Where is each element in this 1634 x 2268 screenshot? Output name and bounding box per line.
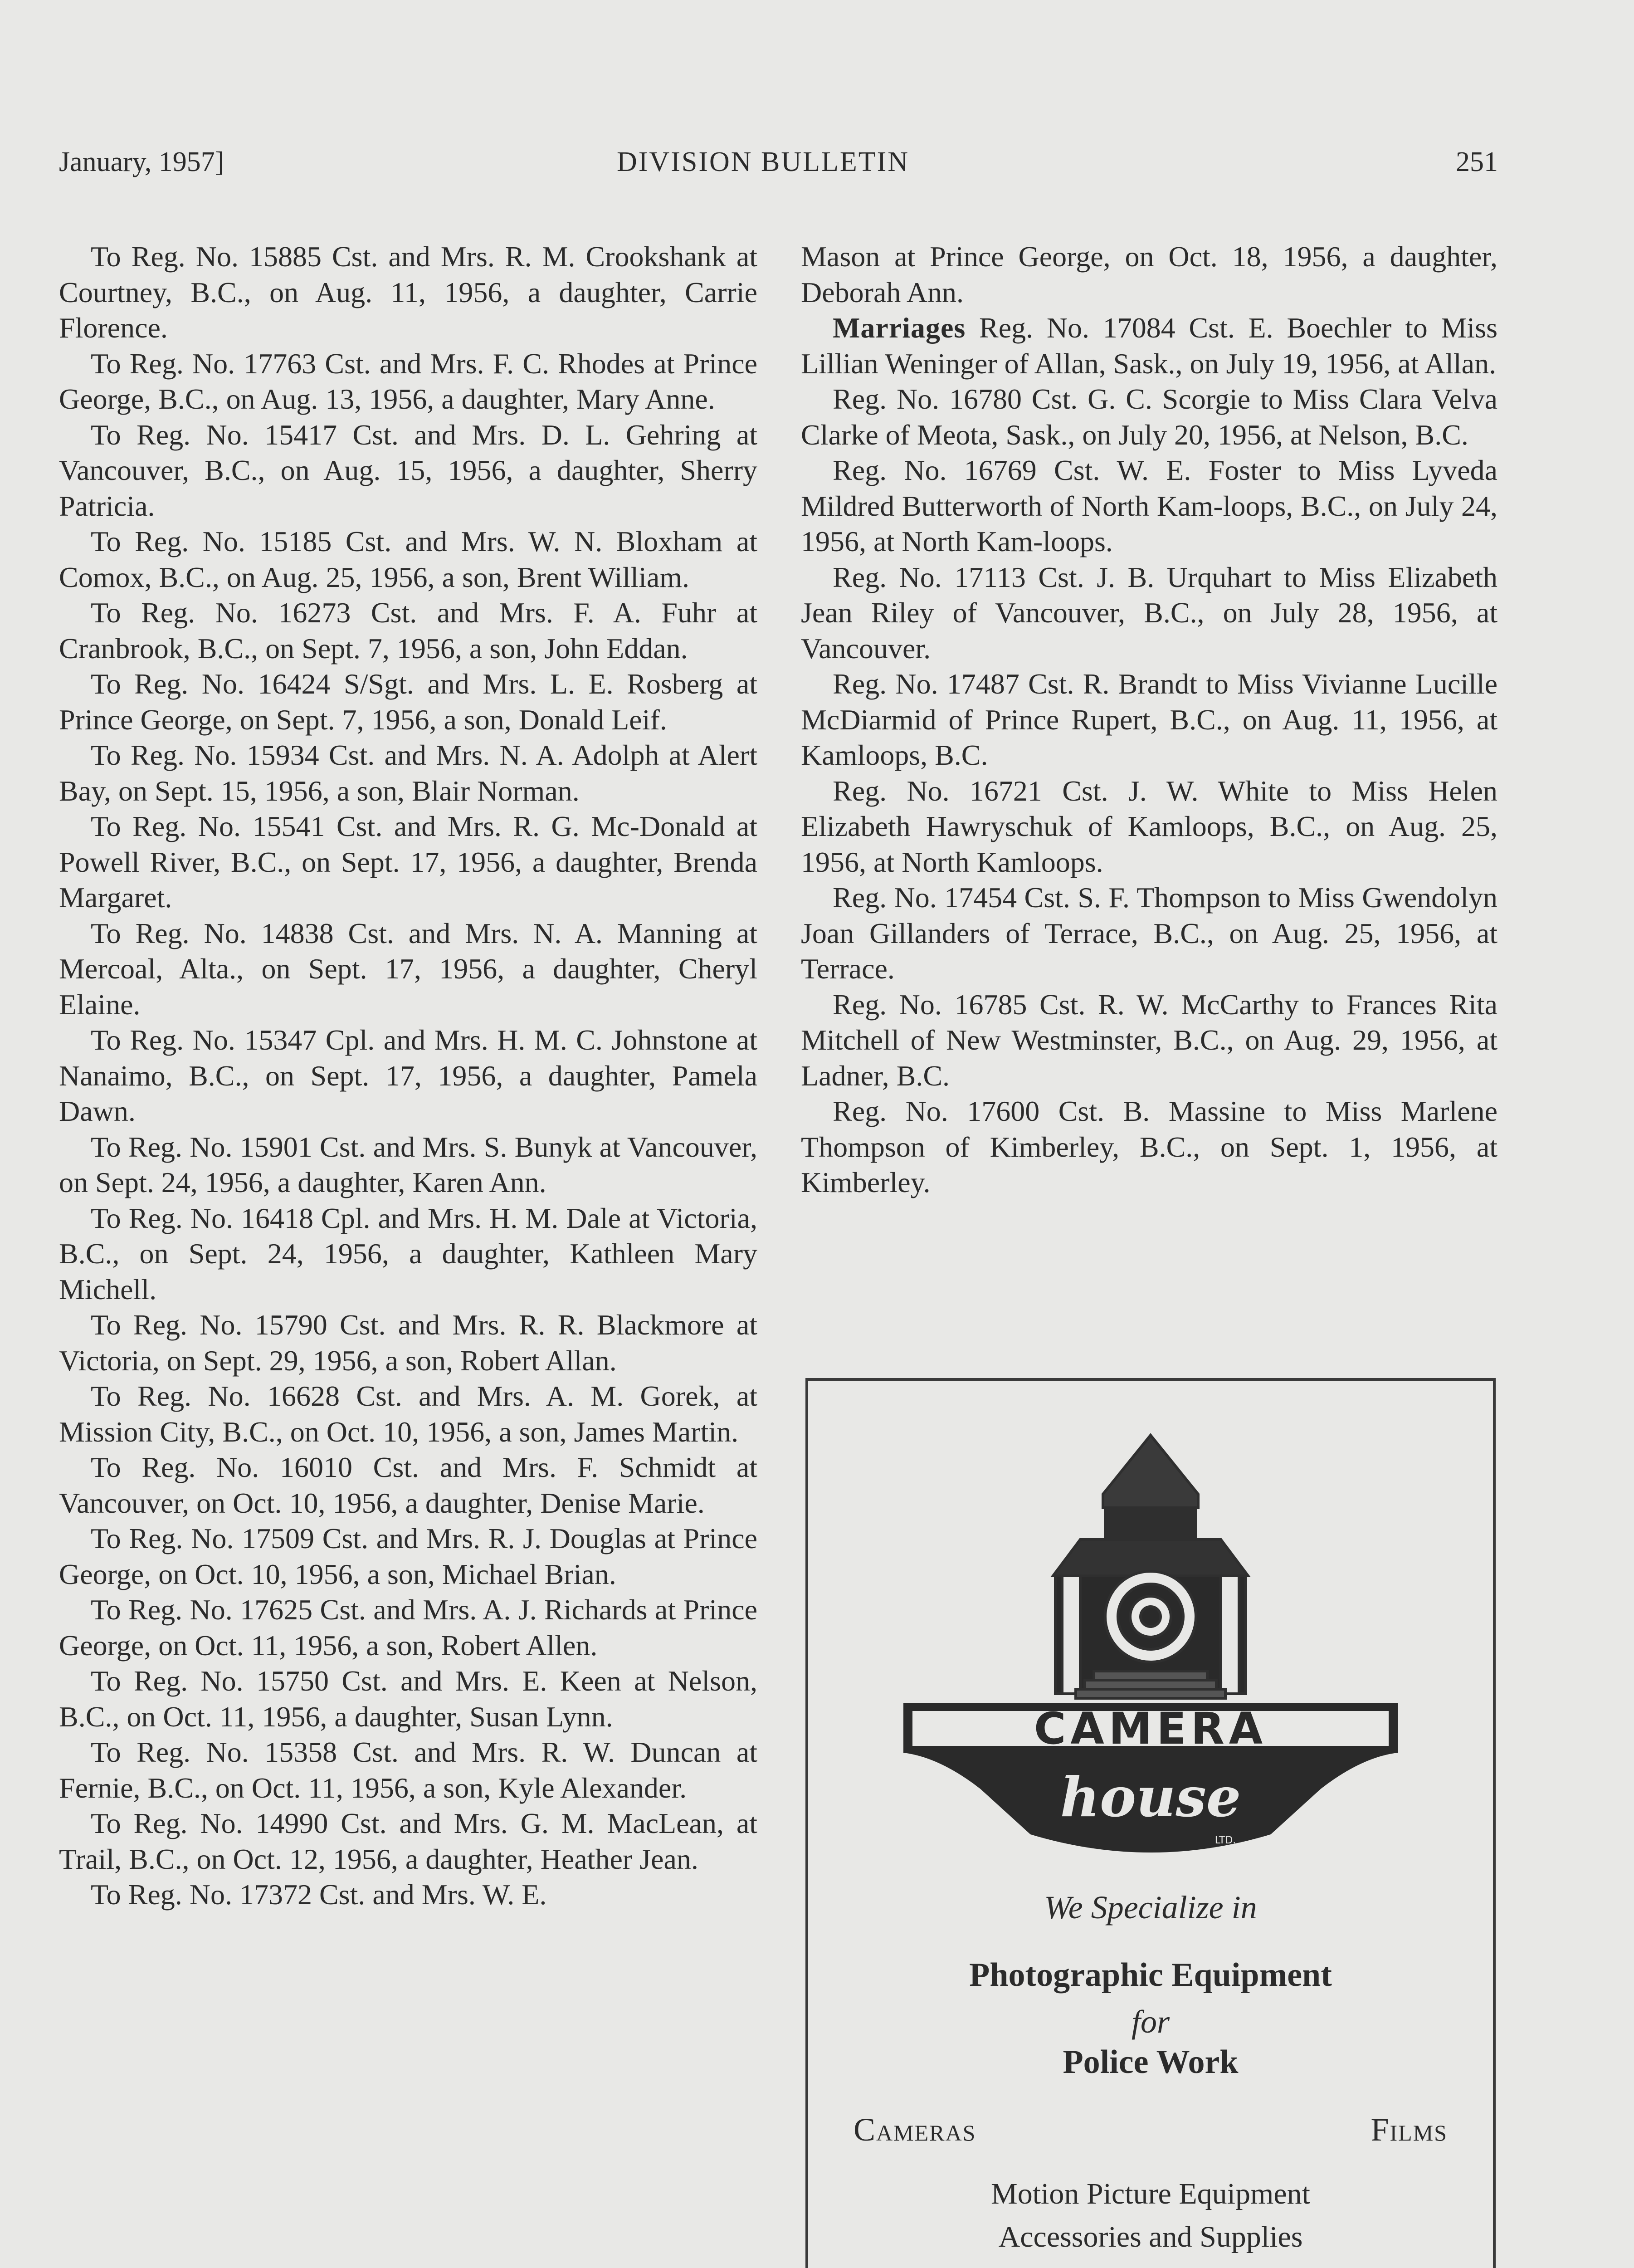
birth-notice: To Reg. No. 15185 Cst. and Mrs. W. N. Bloxham at Comox, B.C., on Aug. 25, 1956, a son, Brent William. bbox=[59, 525, 757, 593]
birth-notice: To Reg. No. 16418 Cpl. and Mrs. H. M. Dale at Victoria, B.C., on Sept. 24, 1956, a daughter, Kathleen Mary Michell. bbox=[59, 1202, 757, 1305]
birth-notice: To Reg. No. 15358 Cst. and Mrs. R. W. Duncan at Fernie, B.C., on Oct. 11, 1956, a son, Kyle Alexander. bbox=[59, 1736, 757, 1804]
marriage-notice: Reg. No. 17454 Cst. S. F. Thompson to Miss Gwendolyn Joan Gillanders of Terrace, B.C., on Aug. 25, 1956, at Terrace. bbox=[801, 881, 1497, 985]
birth-notice-continued: Mason at Prince George, on Oct. 18, 1956, a daughter, Deborah Ann. bbox=[801, 240, 1497, 308]
birth-notice: To Reg. No. 15750 Cst. and Mrs. E. Keen at Nelson, B.C., on Oct. 11, 1956, a daughter, Susan Lynn. bbox=[59, 1665, 757, 1733]
marriage-notice: Reg. No. 17600 Cst. B. Massine to Miss Marlene Thompson of Kimberley, B.C., on Sept. 1, 1956, at Kimberley. bbox=[801, 1095, 1497, 1198]
camera-house-logo bbox=[899, 1426, 1402, 1871]
page-number: 251 bbox=[1456, 147, 1498, 177]
logo-suffix: LTD. bbox=[1215, 1835, 1236, 1846]
marriage-notice: Reg. No. 17487 Cst. R. Brandt to Miss Vivianne Lucille McDiarmid of Prince Rupert, B.C., on Aug. 11, 1956, at Kamloops, B.C. bbox=[801, 668, 1497, 771]
ad-cameras: Cameras bbox=[854, 2112, 976, 2148]
running-head bbox=[59, 146, 1498, 182]
logo-word-camera: CAMERA bbox=[1034, 1703, 1268, 1754]
birth-notice: To Reg. No. 15934 Cst. and Mrs. N. A. Adolph at Alert Bay, on Sept. 15, 1956, a son, Blair Norman. bbox=[59, 739, 757, 807]
ad-for: for bbox=[1131, 2004, 1170, 2040]
issue-date: January, 1957] bbox=[59, 147, 224, 177]
birth-notice: To Reg. No. 17372 Cst. and Mrs. W. E. bbox=[91, 1878, 547, 1911]
births-column bbox=[59, 239, 757, 1913]
ad-accessories: Accessories and Supplies bbox=[998, 2220, 1303, 2253]
marriage-notice: Reg. No. 16721 Cst. J. W. White to Miss Helen Elizabeth Hawryschuk of Kamloops, B.C., on Aug. 25, 1956, at North Kamloops. bbox=[801, 774, 1497, 878]
marriage-notice: Reg. No. 16780 Cst. G. C. Scorgie to Miss Clara Velva Clarke of Meota, Sask., on July 20, 1956, at Nelson, B.C. bbox=[801, 383, 1497, 451]
marriage-notice: Reg. No. 16785 Cst. R. W. McCarthy to Frances Rita Mitchell of New Westminster, B.C., on Aug. 29, 1956, at Ladner, B.C. bbox=[801, 988, 1497, 1092]
birth-notice: To Reg. No. 16273 Cst. and Mrs. F. A. Fuhr at Cranbrook, B.C., on Sept. 7, 1956, a son, John Eddan. bbox=[59, 596, 757, 665]
marriages-heading: Marriages bbox=[833, 312, 966, 344]
marriages-column bbox=[801, 239, 1497, 1201]
birth-notice: To Reg. No. 17509 Cst. and Mrs. R. J. Douglas at Prince George, on Oct. 10, 1956, a son, Michael Brian. bbox=[59, 1522, 757, 1590]
ad-motion-picture: Motion Picture Equipment bbox=[991, 2177, 1310, 2210]
birth-notice: To Reg. No. 15885 Cst. and Mrs. R. M. Crookshank at Courtney, B.C., on Aug. 11, 1956, a daughter, Carrie Florence. bbox=[59, 240, 757, 344]
birth-notice: To Reg. No. 14990 Cst. and Mrs. G. M. MacLean, at Trail, B.C., on Oct. 12, 1956, a daughter, Heather Jean. bbox=[59, 1807, 757, 1875]
birth-notice: To Reg. No. 15417 Cst. and Mrs. D. L. Gehring at Vancouver, B.C., on Aug. 15, 1956, a daughter, Sherry Patricia. bbox=[59, 418, 757, 522]
birth-notice: To Reg. No. 15901 Cst. and Mrs. S. Bunyk at Vancouver, on Sept. 24, 1956, a daughter, Karen Ann. bbox=[59, 1130, 757, 1198]
logo-word-house: house bbox=[1060, 1765, 1241, 1829]
birth-notice: To Reg. No. 17625 Cst. and Mrs. A. J. Richards at Prince George, on Oct. 11, 1956, a son, Robert Allen. bbox=[59, 1593, 757, 1662]
camera-house-advertisement bbox=[805, 1378, 1496, 2268]
marriage-notice bbox=[801, 310, 1497, 381]
marriage-notice-text: Reg. No. 17084 Cst. E. Boechler to Miss Lillian Weninger of Allan, Sask., on July 19, 1956, at Allan. bbox=[801, 312, 1497, 380]
ad-photographic-equipment: Photographic Equipment bbox=[969, 1956, 1332, 1994]
birth-notice: To Reg. No. 15790 Cst. and Mrs. R. R. Blackmore at Victoria, on Sept. 29, 1956, a son, Robert Allan. bbox=[59, 1309, 757, 1377]
birth-notice: To Reg. No. 16010 Cst. and Mrs. F. Schmidt at Vancouver, on Oct. 10, 1956, a daughter, Denise Marie. bbox=[59, 1451, 757, 1519]
ad-tagline: We Specialize in bbox=[1044, 1889, 1257, 1926]
ad-police-work: Police Work bbox=[1063, 2043, 1239, 2081]
birth-notice: To Reg. No. 15347 Cpl. and Mrs. H. M. C. Johnstone at Nanaimo, B.C., on Sept. 17, 1956, a daughter, Pamela Dawn. bbox=[59, 1024, 757, 1127]
marriage-notice: Reg. No. 17113 Cst. J. B. Urquhart to Miss Elizabeth Jean Riley of Vancouver, B.C., on July 28, 1956, at Vancouver. bbox=[801, 561, 1497, 665]
birth-notice: To Reg. No. 16628 Cst. and Mrs. A. M. Gorek, at Mission City, B.C., on Oct. 10, 1956, a son, James Martin. bbox=[59, 1380, 757, 1448]
birth-notice: To Reg. No. 16424 S/Sgt. and Mrs. L. E. Rosberg at Prince George, on Sept. 7, 1956, a son, Donald Leif. bbox=[59, 668, 757, 736]
birth-notice: To Reg. No. 17763 Cst. and Mrs. F. C. Rhodes at Prince George, B.C., on Aug. 13, 1956, a daughter, Mary Anne. bbox=[59, 347, 757, 415]
birth-notice: To Reg. No. 14838 Cst. and Mrs. N. A. Manning at Mercoal, Alta., on Sept. 17, 1956, a daughter, Cheryl Elaine. bbox=[59, 917, 757, 1021]
ad-films: Films bbox=[1371, 2112, 1448, 2148]
marriage-notice: Reg. No. 16769 Cst. W. E. Foster to Miss Lyveda Mildred Butterworth of North Kam-loops, B.C., on July 24, 1956, at North Kam-loops. bbox=[801, 454, 1497, 557]
birth-notice: To Reg. No. 15541 Cst. and Mrs. R. G. Mc-Donald at Powell River, B.C., on Sept. 17, 1956, a daughter, Brenda Margaret. bbox=[59, 810, 757, 914]
publication-title: DIVISION BULLETIN bbox=[617, 147, 910, 177]
